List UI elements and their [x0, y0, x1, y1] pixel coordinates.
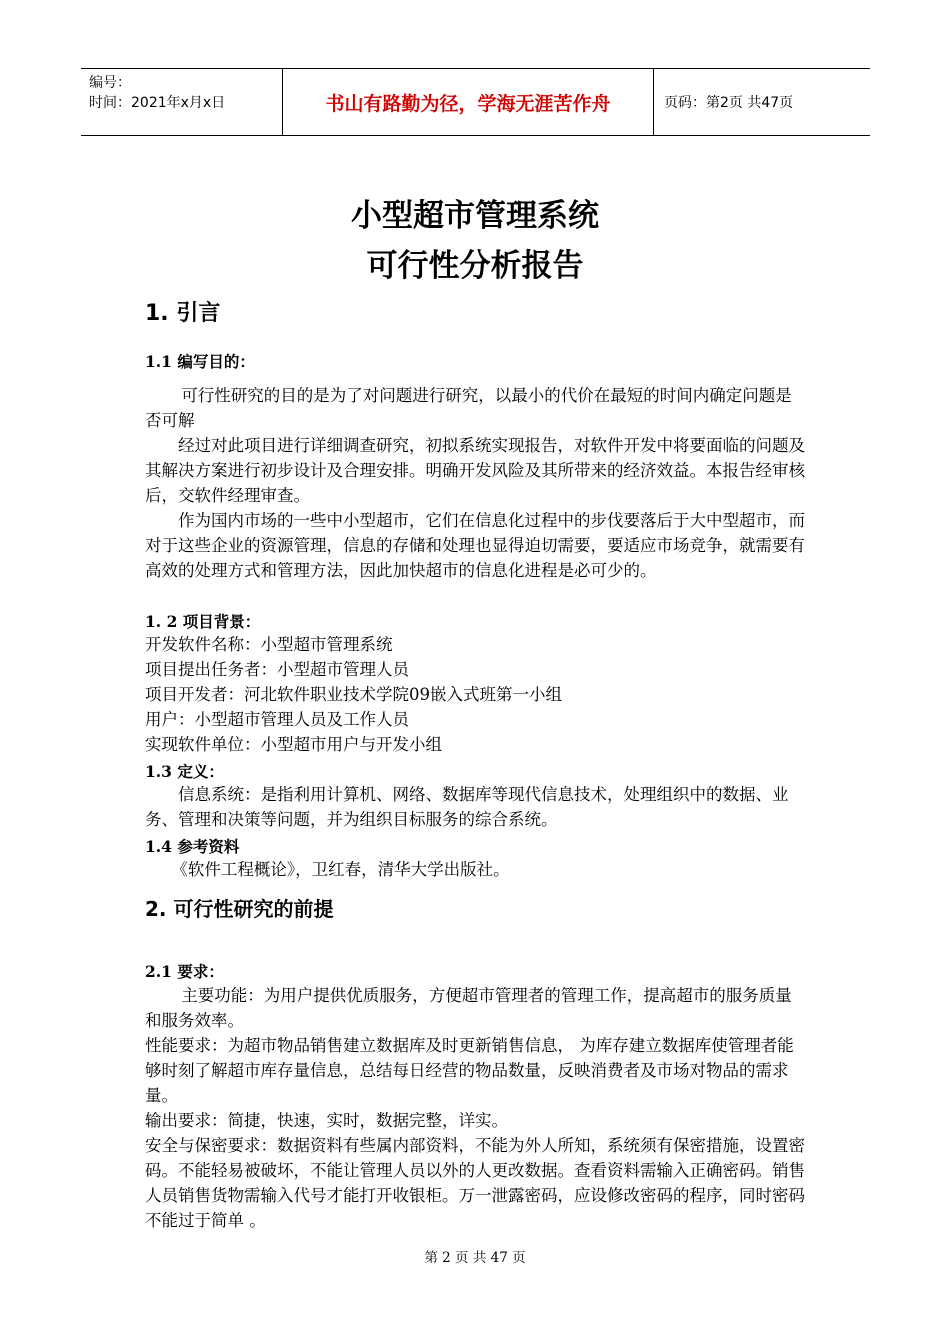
section-heading-1-3: 1.3 定义： — [145, 762, 224, 781]
paragraph-output: 输出要求：简捷，快速，实时，数据完整，详实。 — [145, 1111, 508, 1130]
section-heading-1-2: 1. 2 项目背景： — [145, 612, 261, 631]
page-footer: 第 2 页 共 47 页 — [424, 1250, 526, 1266]
section-heading-2: 2. 可行性研究的前提 — [145, 897, 334, 921]
background-users: 用户：小型超市管理人员及工作人员 — [145, 710, 409, 729]
header-motto: 书山有路勤为径，学海无涯苦作舟 — [282, 69, 654, 135]
section-heading-1: 1. 引言 — [145, 301, 221, 326]
document-number-label: 编号： — [89, 75, 131, 91]
document-title-line1: 小型超市管理系统 — [351, 198, 599, 234]
paragraph-references: 《软件工程概论》，卫红春，清华大学出版社。 — [171, 860, 510, 879]
header-meta — [81, 69, 282, 135]
page-header — [81, 68, 870, 136]
paragraph-purpose-1: 可行性研究的目的是为了对问题进行研究，以最小的代价在最短的时间内确定问题是否可解 — [145, 386, 792, 430]
paragraph-main-function: 主要功能：为用户提供优质服务，方便超市管理者的管理工作，提高超市的服务质量和服务效率。 — [145, 986, 792, 1030]
background-software-name: 开发软件名称：小型超市管理系统 — [145, 635, 393, 654]
paragraph-security: 安全与保密要求：数据资料有些属内部资料，不能为外人所知，系统须有保密措施，设置密码。不能轻易被破坏，不能让管理人员以外的人更改数据。查看资料需输入正确密码。销售人员销售货物需输入代号才能打开收银柜。万一泄露密码，应设修改密码的程序，同时密码不能过于简单 。 — [145, 1136, 805, 1230]
document-time: 时间：2021年x月x日 — [89, 95, 226, 111]
paragraph-purpose-2: 经过对此项目进行详细调查研究，初拟系统实现报告，对软件开发中将要面临的问题及其解决方案进行初步设计及合理安排。明确开发风险及其所带来的经济效益。本报告经审核后，交软件经理审查。 — [145, 436, 805, 505]
section-heading-1-4: 1.4 参考资料 — [145, 837, 240, 856]
background-implementing-unit: 实现软件单位：小型超市用户与开发小组 — [145, 735, 442, 754]
paragraph-definition: 信息系统：是指利用计算机、网络、数据库等现代信息技术，处理组织中的数据、业务、管理和决策等问题，并为组织目标服务的综合系统。 — [145, 785, 789, 829]
section-heading-1-1: 1.1 编写目的： — [145, 352, 255, 371]
paragraph-purpose-3: 作为国内市场的一些中小型超市，它们在信息化过程中的步伐要落后于大中型超市，而对于这些企业的资源管理，信息的存储和处理也显得迫切需要，要适应市场竞争，就需要有高效的处理方式和管理方法，因此加快超市的信息化进程是必可少的。 — [145, 511, 805, 580]
background-developer: 项目开发者：河北软件职业技术学院09嵌入式班第一小组 — [145, 685, 562, 704]
section-heading-2-1: 2.1 要求： — [145, 962, 224, 981]
document-title-line2: 可行性分析报告 — [366, 248, 584, 284]
background-task-proposer: 项目提出任务者：小型超市管理人员 — [145, 660, 409, 679]
header-page-info: 页码：第2页 共47页 — [664, 95, 794, 111]
paragraph-performance: 性能要求：为超市物品销售建立数据库及时更新销售信息， 为库存建立数据库使管理者能够时刻了解超市库存量信息，总结每日经营的物品数量，反映消费者及市场对物品的需求量。 — [145, 1036, 794, 1105]
